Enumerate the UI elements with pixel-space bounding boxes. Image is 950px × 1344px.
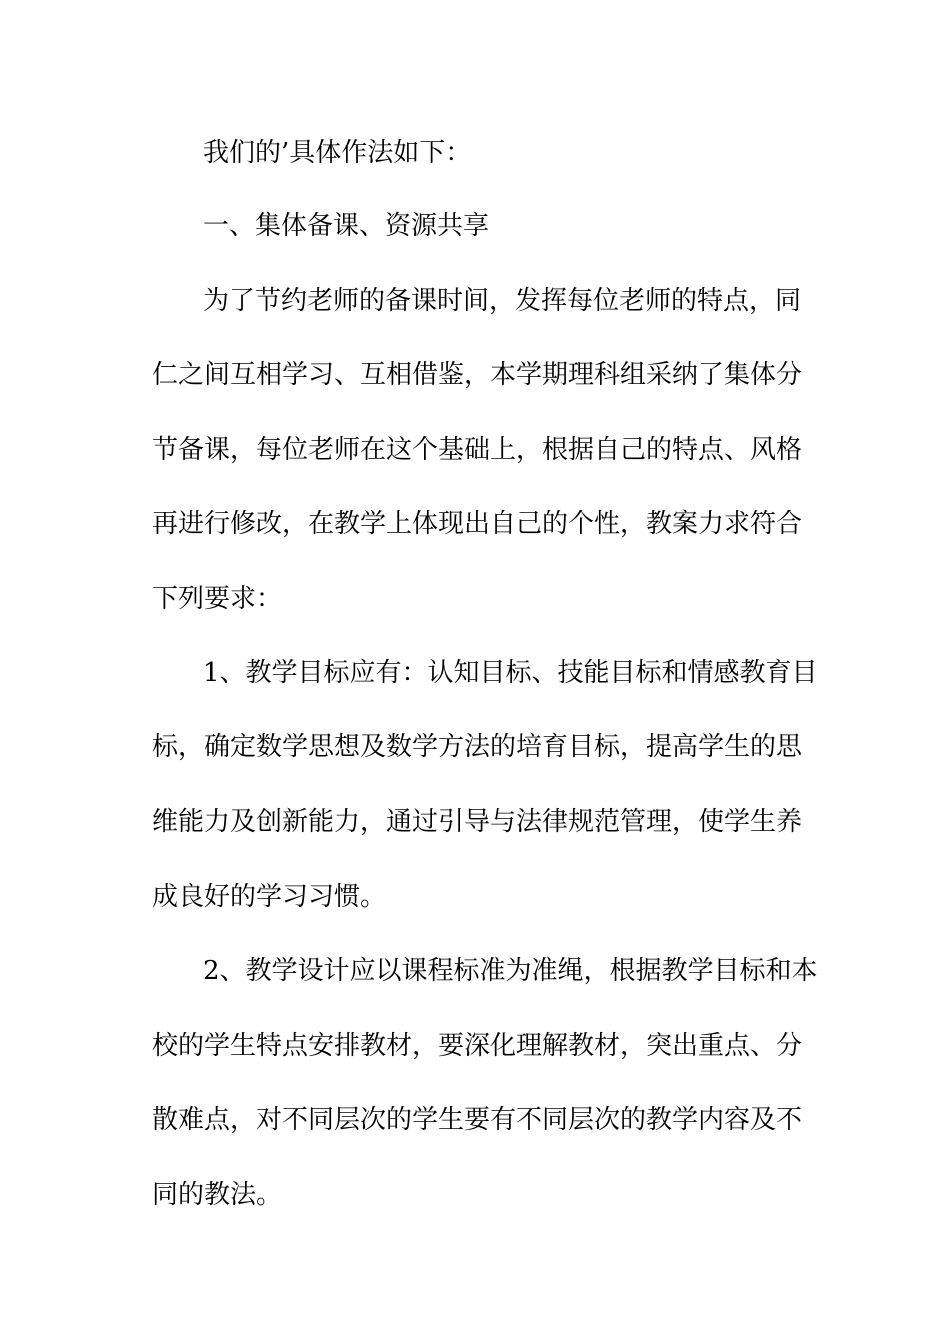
list-item-line: 散难点，对不同层次的学生要有不同层次的教学内容及不 [152,1105,803,1135]
list-item-line: 维能力及创新能力，通过引导与法律规范管理，使学生养 [152,807,803,837]
paragraph-line: 下列要求： [152,584,283,614]
list-item-line: 2、教学设计应以课程标准为准绳，根据教学目标和本 [203,956,818,986]
paragraph-line: 节备课，每位老师在这个基础上，根据自己的特点、风格 [152,435,803,465]
list-item-line: 标，确定数学思想及数学方法的培育目标，提高学生的思 [152,732,803,762]
paragraph-line: 再进行修改，在教学上体现出自己的个性，教案力求符合 [152,509,803,539]
list-item-line: 同的教法。 [152,1180,283,1210]
list-item-line: 1、教学目标应有：认知目标、技能目标和情感教育目 [203,658,818,688]
list-item-line: 成良好的学习习惯。 [152,882,387,912]
paragraph-line: 仁之间互相学习、互相借鉴，本学期理科组采纳了集体分 [152,360,803,390]
list-item-line: 校的学生特点安排教材，要深化理解教材，突出重点、分 [152,1031,803,1061]
paragraph-line: 为了节约老师的备课时间，发挥每位老师的特点，同 [203,286,802,316]
section-heading: 一、集体备课、资源共享 [203,211,490,241]
paragraph-intro: 我们的’具体作法如下： [203,138,472,168]
